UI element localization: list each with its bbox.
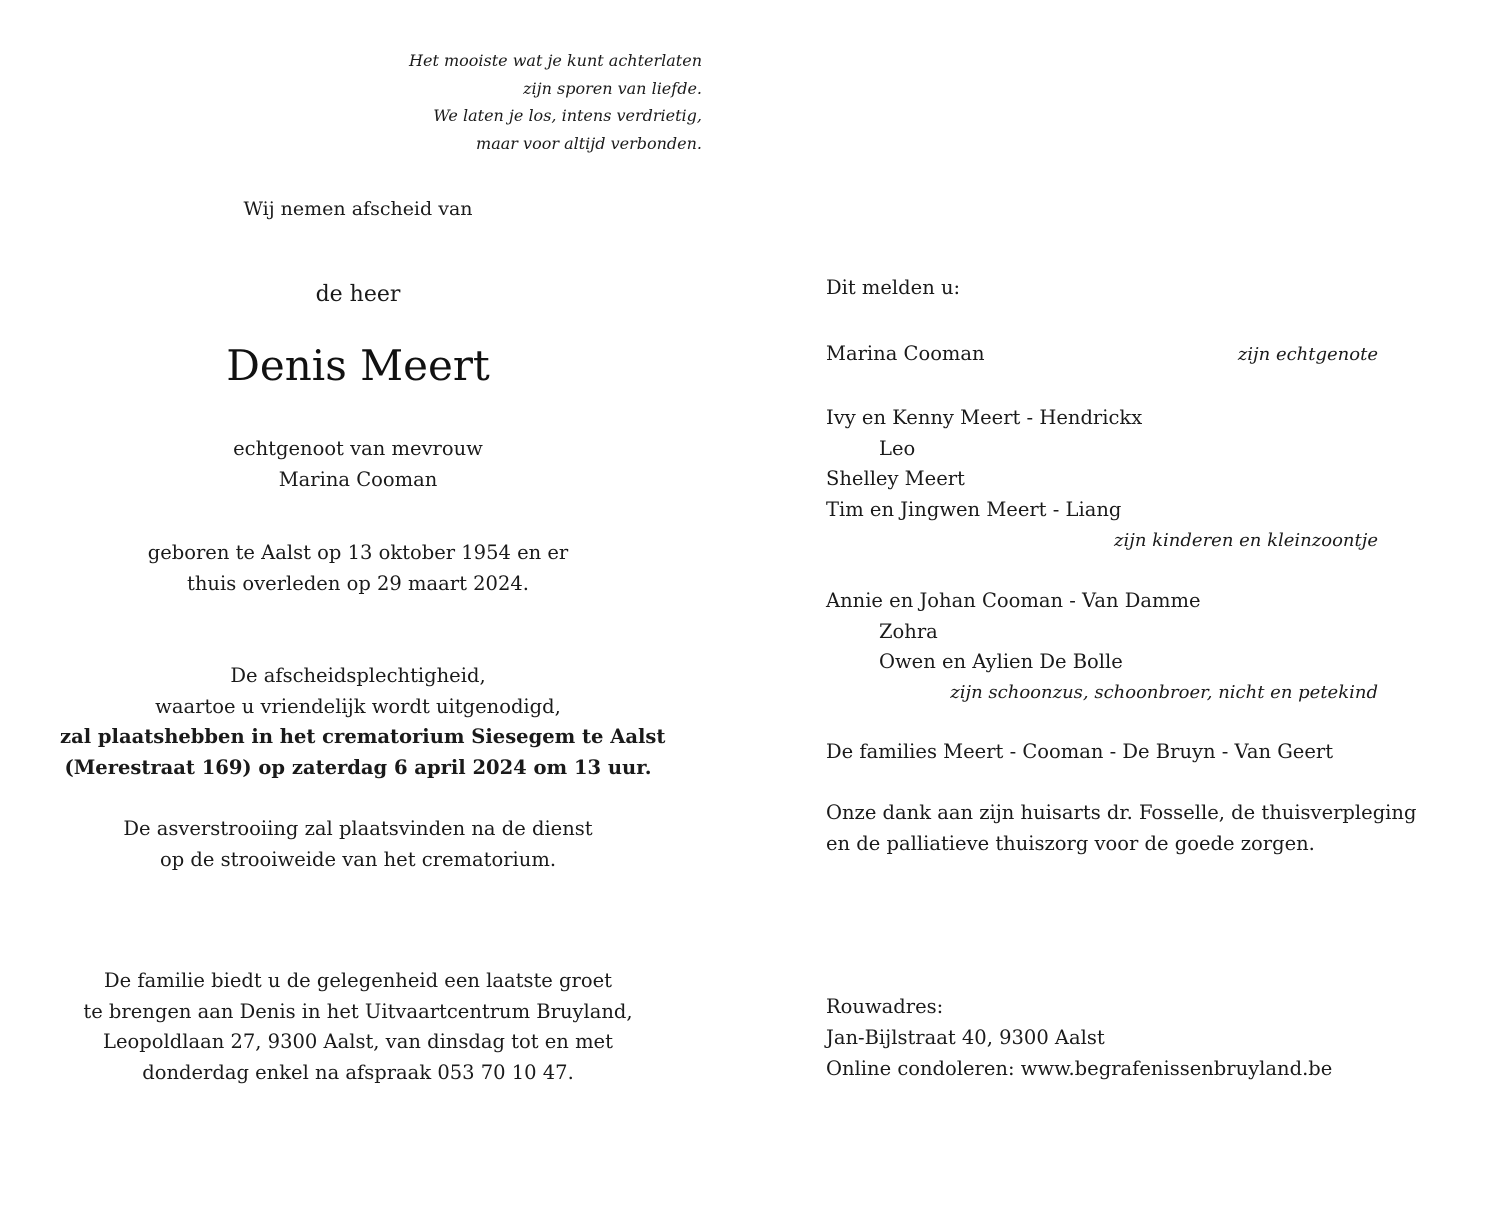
- visit-line: Leopoldlaan 27, 9300 Aalst, van dinsdag tot en met: [103, 1030, 613, 1054]
- scatter-line: De asverstrooiing zal plaatsvinden na de dienst: [123, 817, 593, 840]
- family-spouse-relation: zijn echtgenote: [1237, 344, 1378, 365]
- birth-death-line: thuis overleden op 29 maart 2024.: [187, 571, 529, 595]
- ceremony-line: De afscheidsplechtigheid,: [230, 664, 486, 687]
- family-children: [826, 403, 1378, 557]
- extended-families: De families Meert - Cooman - De Bruyn - Van Geert: [826, 740, 1334, 763]
- family-member: Owen en Aylien De Bolle: [879, 650, 1123, 674]
- ceremony-location-line: zal plaatshebben in het crematorium Siesegem te Aalst: [60, 725, 666, 749]
- spouse-line: Marina Cooman: [278, 467, 438, 491]
- ceremony-info: [60, 661, 666, 783]
- family-inlaws-relation: zijn schoonzus, schoonbroer, nicht en petekind: [950, 682, 1378, 704]
- visit-line: te brengen aan Denis in het Uitvaartcentrum Bruyland,: [83, 999, 633, 1023]
- poem-line: Het mooiste wat je kunt achterlaten: [409, 51, 702, 70]
- spouse-info: [60, 434, 656, 495]
- honorific: de heer: [315, 282, 401, 307]
- family-member: Tim en Jingwen Meert - Liang: [826, 498, 1122, 522]
- poem-line: zijn sporen van liefde.: [523, 78, 702, 98]
- thanks-line: Onze dank aan zijn huisarts dr. Fosselle, de thuisverpleging: [826, 801, 1417, 824]
- poem: [300, 47, 702, 158]
- spouse-line: echtgenoot van mevrouw: [233, 437, 483, 460]
- family-member: Annie en Johan Cooman - Van Damme: [826, 589, 1201, 612]
- thanks-note: [826, 798, 1416, 860]
- family-children-relation: zijn kinderen en kleinzoontje: [1114, 529, 1378, 551]
- family-member: Shelley Meert: [826, 467, 965, 491]
- family-spouse-name: Marina Cooman: [826, 342, 985, 365]
- family-member: Leo: [879, 436, 916, 460]
- family-inlaws: [826, 586, 1378, 709]
- birth-death-info: [60, 538, 656, 599]
- family-spouse-row: [826, 342, 1378, 372]
- address-street: Jan-Bijlstraat 40, 9300 Aalst: [826, 1025, 1105, 1049]
- poem-line: We laten je los, intens verdrietig,: [433, 106, 702, 126]
- visit-line: donderdag enkel na afspraak 053 70 10 47.: [142, 1060, 574, 1084]
- address-label: Rouwadres:: [826, 995, 944, 1018]
- announcement-heading: Dit melden u:: [826, 276, 961, 299]
- ceremony-line: waartoe u vriendelijk wordt uitgenodigd,: [155, 694, 561, 718]
- family-member: Zohra: [879, 619, 938, 643]
- visitation-info: [60, 966, 656, 1088]
- poem-line: maar voor altijd verbonden.: [476, 134, 702, 154]
- birth-death-line: geboren te Aalst op 13 oktober 1954 en er: [147, 541, 569, 564]
- intro-text: Wij nemen afscheid van: [243, 198, 473, 220]
- deceased-name: Denis Meert: [226, 341, 490, 390]
- family-member: Ivy en Kenny Meert - Hendrickx: [826, 406, 1143, 429]
- scatter-line: op de strooiweide van het crematorium.: [159, 847, 557, 871]
- condolence-website: Online condoleren: www.begrafenissenbruyland.be: [826, 1056, 1333, 1080]
- visit-line: De familie biedt u de gelegenheid een laatste groet: [104, 969, 612, 992]
- ash-scattering-info: [60, 814, 656, 875]
- thanks-line: en de palliatieve thuiszorg voor de goede zorgen.: [826, 831, 1315, 855]
- mourning-address: [826, 992, 1332, 1084]
- ceremony-date-line: (Merestraat 169) op zaterdag 6 april 2024 om 13 uur.: [64, 755, 652, 779]
